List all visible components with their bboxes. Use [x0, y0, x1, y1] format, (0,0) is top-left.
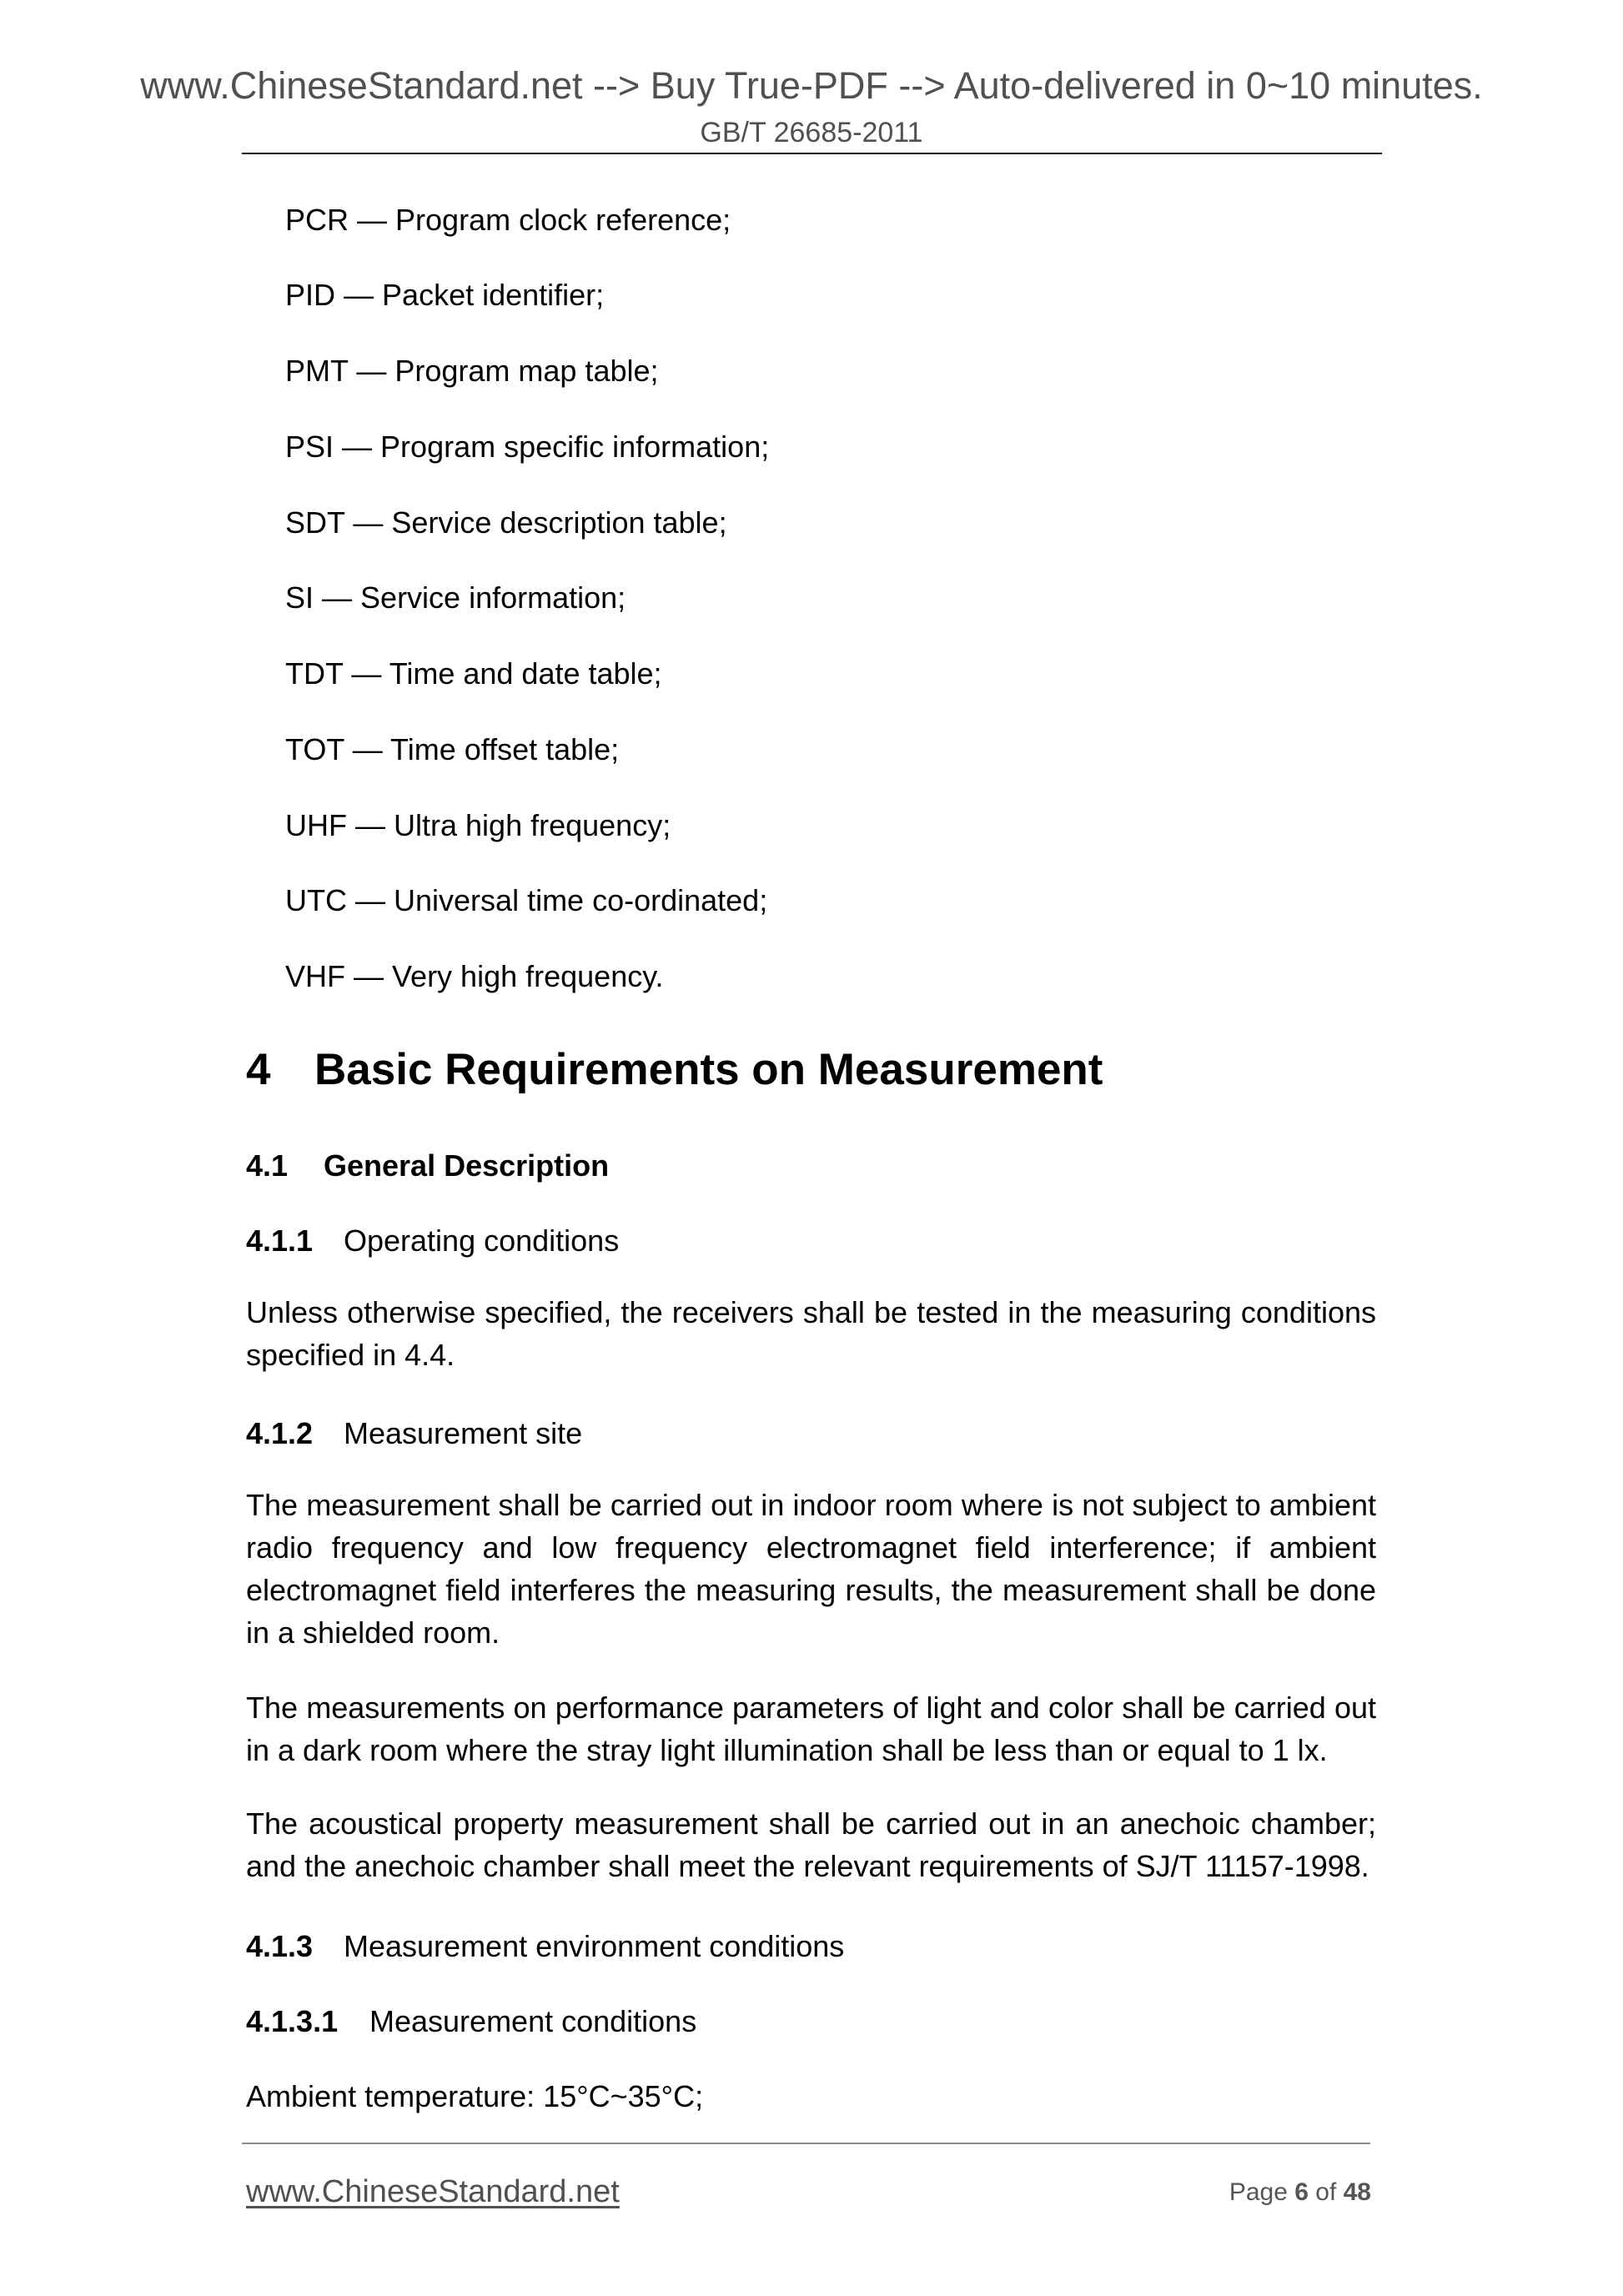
section-heading-4-1-3	[246, 1928, 844, 1965]
section-title: Operating conditions	[344, 1223, 620, 1258]
abbr-term: TOT	[285, 732, 344, 766]
abbr-meaning: Ultra high frequency;	[394, 808, 671, 842]
paragraph-measurement-site-1	[246, 1484, 1376, 1654]
section-title: Basic Requirements on Measurement	[314, 1045, 1103, 1094]
abbr-term: TDT	[285, 656, 344, 691]
abbr-dash: —	[344, 505, 392, 540]
abbr-term: SDT	[285, 505, 345, 540]
section-title: General Description	[324, 1148, 610, 1183]
abbreviation-item	[285, 882, 767, 919]
abbr-meaning: Packet identifier;	[382, 278, 605, 312]
abbr-dash: —	[314, 580, 361, 615]
standard-code: GB/T 26685-2011	[700, 117, 923, 148]
abbr-dash: —	[347, 883, 394, 917]
abbreviation-item	[285, 429, 769, 465]
paragraph-measurement-site-2	[246, 1686, 1376, 1771]
abbr-term: PMT	[285, 354, 349, 388]
abbr-term: UHF	[285, 808, 347, 842]
abbreviation-item	[285, 277, 604, 314]
section-heading-4-1-1	[246, 1223, 619, 1259]
paragraph-line: electromagnet field interferes the measuring results, the measurement shall be done	[246, 1573, 1376, 1607]
abbr-dash: —	[335, 278, 383, 312]
abbreviation-item	[285, 656, 662, 692]
abbr-meaning: Program specific information;	[380, 430, 770, 464]
section-heading-4-1-2	[246, 1415, 582, 1452]
paragraph-line: and the anechoic chamber shall meet the relevant requirements of SJ/T 11157-1998.	[246, 1849, 1369, 1883]
abbr-term: SI	[285, 580, 314, 615]
page-indicator	[1218, 2177, 1371, 2208]
abbreviation-item	[285, 731, 619, 768]
abbr-term: UTC	[285, 883, 347, 917]
paragraph-line: Unless otherwise specified, the receivers shall be tested in the measuring conditions	[246, 1295, 1376, 1329]
abbr-meaning: Time and date table;	[389, 656, 662, 691]
abbr-term: PID	[285, 278, 336, 312]
abbr-term: PSI	[285, 430, 334, 464]
abbr-term: VHF	[285, 959, 345, 993]
abbr-dash: —	[343, 656, 389, 691]
paragraph-line: in a shielded room.	[246, 1615, 500, 1650]
abbr-meaning: Very high frequency.	[392, 959, 664, 993]
abbr-meaning: Program map table;	[394, 354, 659, 388]
abbreviation-item	[285, 505, 727, 541]
section-heading-4-1	[246, 1148, 609, 1184]
section-number: 4.1.1	[246, 1223, 314, 1258]
section-number: 4.1.3.1	[246, 2004, 339, 2038]
section-number: 4	[246, 1045, 271, 1094]
page-of-label: of	[1308, 2178, 1344, 2206]
abbr-meaning: Service information;	[360, 580, 626, 615]
paragraph-line: radio frequency and low frequency electromagnet field interference; if ambient	[246, 1530, 1376, 1565]
abbreviation-item	[285, 202, 731, 239]
paragraph-line: specified in 4.4.	[246, 1338, 455, 1372]
page-current: 6	[1294, 2178, 1309, 2206]
section-heading-4	[246, 1043, 1103, 1097]
section-title: Measurement conditions	[369, 2004, 697, 2038]
abbr-dash: —	[334, 430, 381, 464]
abbr-term: PCR	[285, 203, 349, 237]
abbreviation-item	[285, 580, 626, 616]
paragraph-line: The acoustical property measurement shall be carried out in an anechoic chamber;	[246, 1806, 1376, 1841]
header-banner: www.ChineseStandard.net --> Buy True-PDF --> Auto-delivered in 0~10 minutes.	[140, 64, 1483, 107]
abbr-meaning: Time offset table;	[390, 732, 620, 766]
page-label: Page	[1229, 2178, 1295, 2206]
abbreviation-item	[285, 958, 664, 995]
paragraph-line: The measurements on performance parameters of light and color shall be carried out	[246, 1691, 1376, 1725]
section-heading-4-1-3-1	[246, 2003, 696, 2040]
paragraph-line: in a dark room where the stray light illumination shall be less than or equal to 1 lx.	[246, 1733, 1328, 1767]
abbreviation-item	[285, 353, 659, 389]
abbr-dash: —	[344, 732, 391, 766]
abbr-dash: —	[345, 959, 393, 993]
header-divider	[242, 153, 1382, 154]
paragraph-operating-conditions	[246, 1291, 1376, 1376]
abbr-dash: —	[348, 354, 395, 388]
section-number: 4.1.3	[246, 1929, 314, 1963]
paragraph-measurement-site-3	[246, 1802, 1376, 1887]
ambient-temperature-line: Ambient temperature: 15°C~35°C;	[246, 2079, 704, 2113]
paragraph-line: The measurement shall be carried out in indoor room where is not subject to ambient	[246, 1488, 1376, 1522]
abbr-meaning: Program clock reference;	[395, 203, 731, 237]
abbr-dash: —	[347, 808, 394, 842]
abbreviation-item	[285, 807, 671, 844]
abbr-dash: —	[349, 203, 396, 237]
section-title: Measurement site	[344, 1416, 583, 1450]
section-number: 4.1	[246, 1148, 289, 1183]
footer-website-link[interactable]: www.ChineseStandard.net	[246, 2174, 620, 2209]
section-title: Measurement environment conditions	[344, 1929, 845, 1963]
abbr-meaning: Service description table;	[391, 505, 727, 540]
abbr-meaning: Universal time co-ordinated;	[394, 883, 768, 917]
footer-divider	[242, 2143, 1370, 2144]
page-total: 48	[1343, 2178, 1371, 2206]
section-number: 4.1.2	[246, 1416, 314, 1450]
